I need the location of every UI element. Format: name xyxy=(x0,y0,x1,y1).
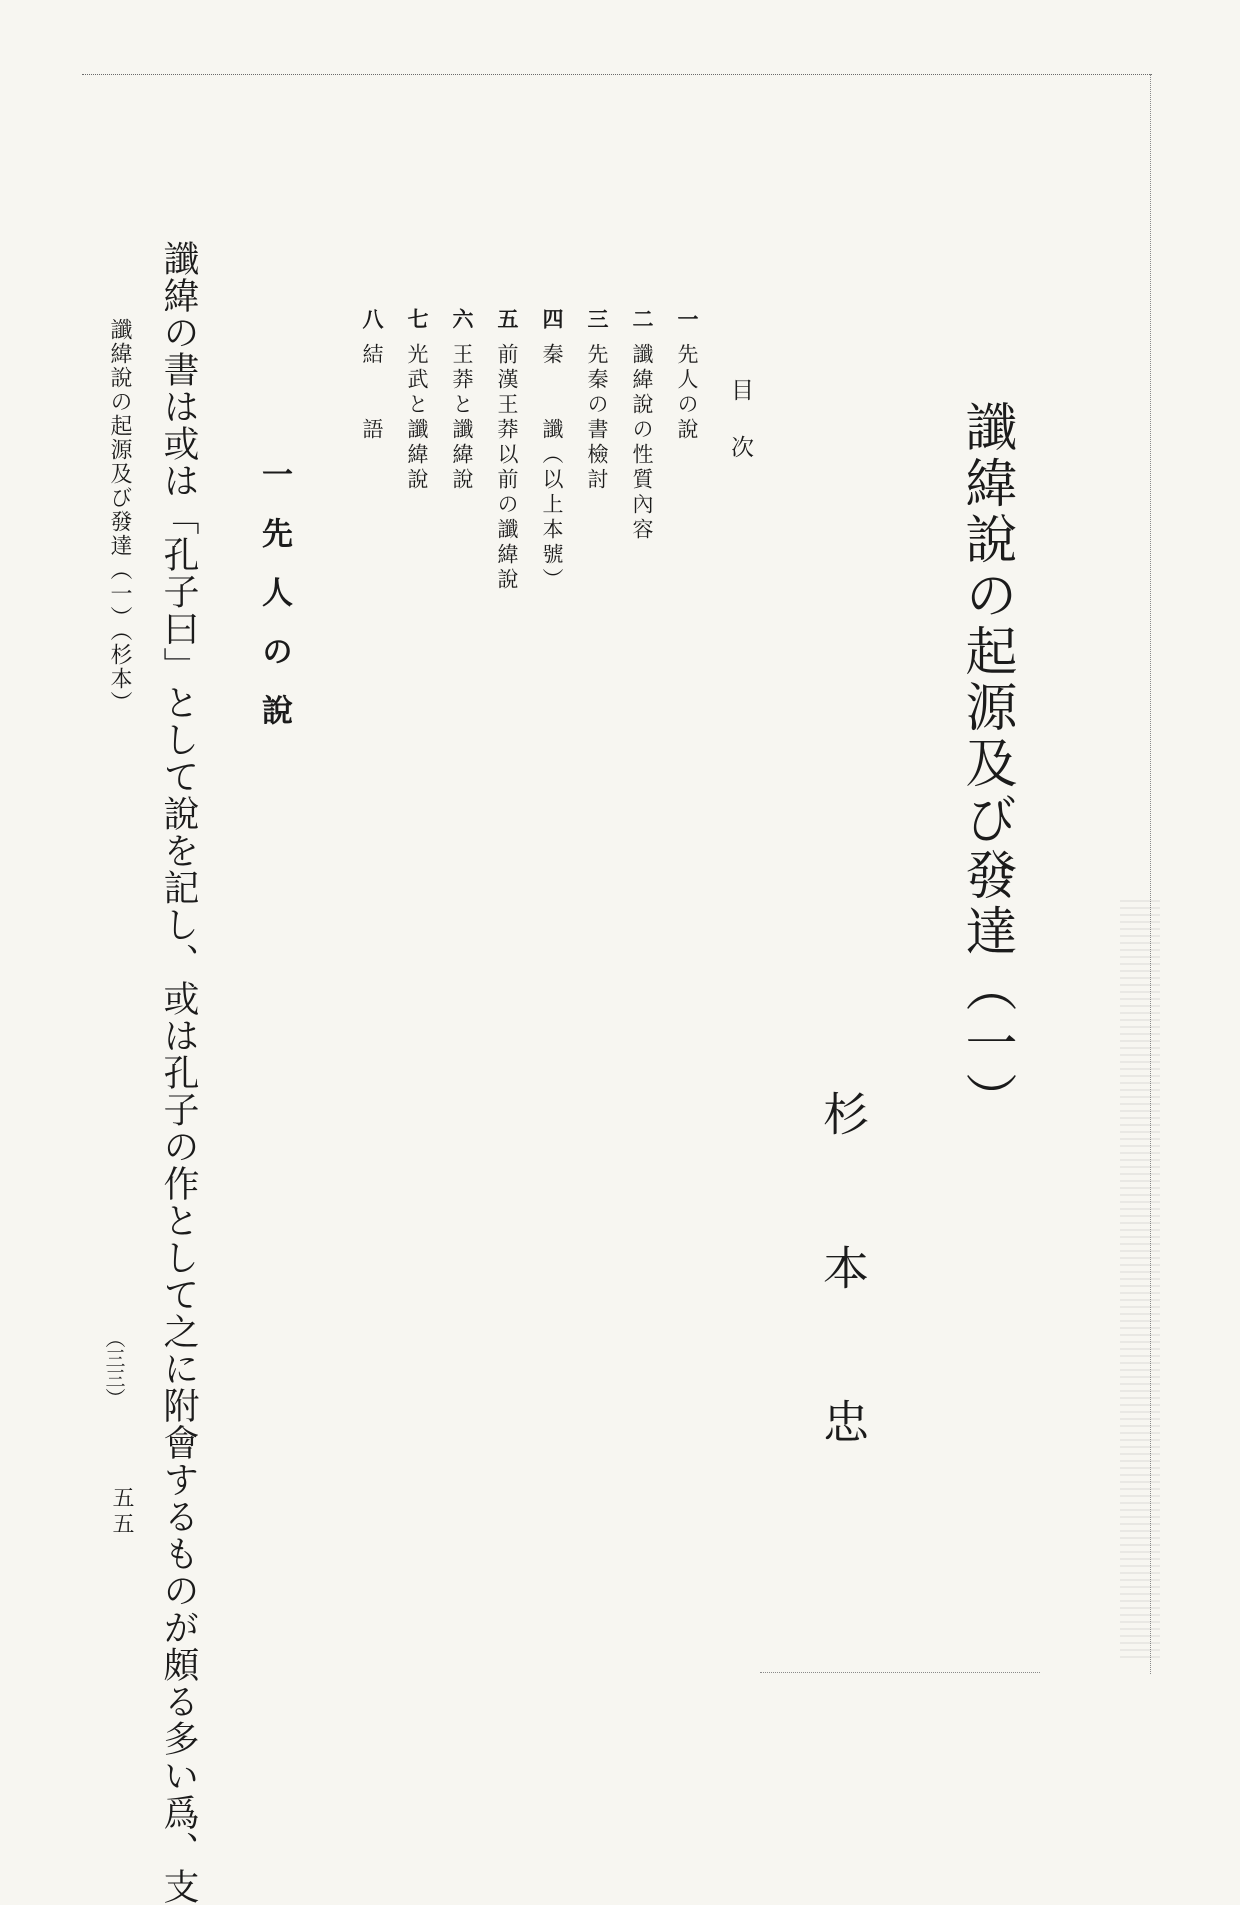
toc-item xyxy=(631,308,653,543)
top-dotted-rule xyxy=(82,74,1152,75)
toc-item xyxy=(361,308,383,443)
page-number: 五五 xyxy=(109,1486,134,1538)
toc-item-number: 二 xyxy=(630,308,655,333)
toc-item-text: 王莽と讖緯說 xyxy=(450,343,474,493)
scan-speckle xyxy=(1120,900,1160,1660)
section-heading: 一先人の說 xyxy=(256,458,292,753)
article-title: 讖緯說の起源及び發達（一） xyxy=(956,400,1016,1128)
toc-item-text: 先人の說 xyxy=(675,343,699,443)
toc-item-text: 光武と讖緯說 xyxy=(405,343,429,493)
toc-item-text: 先秦の書檢討 xyxy=(585,343,609,493)
running-head: 讖緯說の起源及び發達（一）（杉本） xyxy=(107,318,132,715)
toc-item xyxy=(496,308,518,593)
toc-item-text: 前漢王莽以前の讖緯說 xyxy=(495,343,519,593)
toc-item-text: 讖緯說の性質內容 xyxy=(630,343,654,543)
toc-item-number: 三 xyxy=(585,308,610,333)
toc-item-number: 四 xyxy=(540,308,565,333)
toc-item xyxy=(541,308,563,593)
body-paragraph: 讖緯の書は或は「孔子曰」として說を記し、或は孔子の作として之に附會するものが頗る多い爲、支 xyxy=(158,240,199,1905)
toc-item-text: 秦 讖（以上本號） xyxy=(540,343,564,593)
toc-heading: 目次 xyxy=(727,378,753,492)
bottom-dotted-rule xyxy=(760,1672,1040,1673)
toc-item-number: 五 xyxy=(495,308,520,333)
toc-item-number: 八 xyxy=(360,308,385,333)
toc-item xyxy=(406,308,428,493)
toc-item xyxy=(586,308,608,493)
toc-item xyxy=(676,308,698,443)
toc-item-number: 七 xyxy=(405,308,430,333)
page-number-parenthetical: （三三） xyxy=(102,1328,126,1408)
toc-item xyxy=(451,308,473,493)
toc-item-number: 六 xyxy=(450,308,475,333)
author-name: 杉本忠 xyxy=(816,1090,870,1552)
toc-item-text: 結 語 xyxy=(360,343,384,443)
toc-item-number: 一 xyxy=(675,308,700,333)
